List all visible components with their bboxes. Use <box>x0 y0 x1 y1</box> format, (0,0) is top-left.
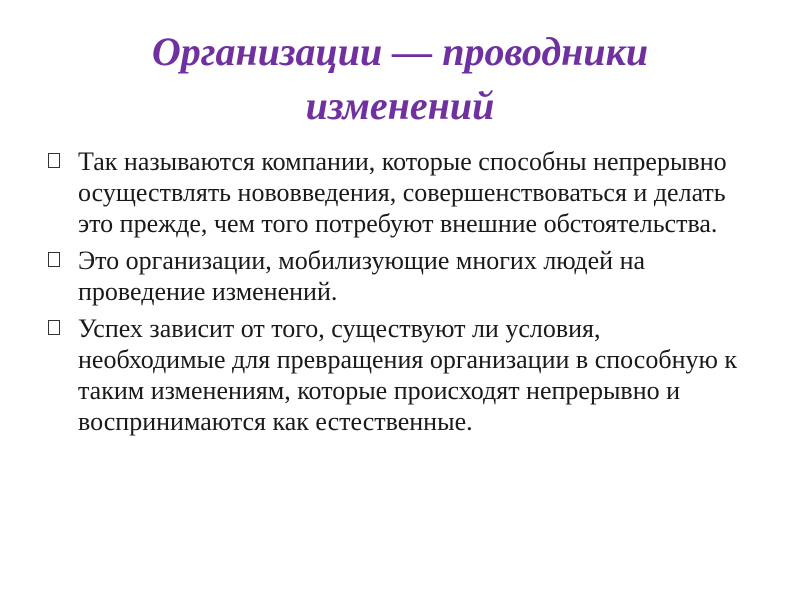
bullet-item <box>48 146 748 239</box>
bullet-item <box>48 313 748 437</box>
slide-title <box>40 25 760 133</box>
square-bullet-icon <box>48 252 60 267</box>
slide-title-line-2: изменений <box>305 83 495 128</box>
bullet-text: Так называются компании, которые способны непрерывно осуществлять нововведения, совершенствоваться и делать это прежде, чем того потребуют внешние обстоятельства. <box>78 147 727 238</box>
square-bullet-icon <box>48 153 60 168</box>
slide-title-line-1: Организации — проводники <box>151 29 649 74</box>
bullet-text: Успех зависит от того, существуют ли условия, необходимые для превращения организации в способную к таким изменениям, которые происходят непрерывно и воспринимаются как естественные. <box>78 314 738 436</box>
square-bullet-icon <box>48 320 60 335</box>
bullet-text: Это организации, мобилизующие многих людей на проведение изменений. <box>78 246 646 306</box>
bullet-list <box>48 146 748 443</box>
bullet-item <box>48 245 748 307</box>
